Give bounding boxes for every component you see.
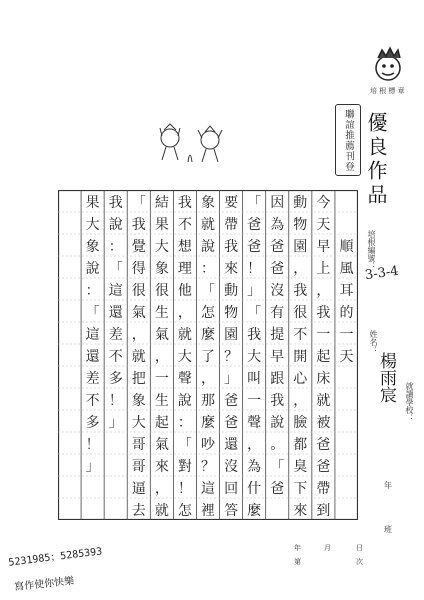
essay-char: ！ bbox=[108, 393, 123, 409]
essay-char: 下 bbox=[293, 481, 308, 497]
essay-char: 大 bbox=[131, 415, 146, 431]
essay-char: 「 bbox=[247, 305, 262, 321]
logo-caption: 培 根 標 章 bbox=[370, 87, 405, 95]
essay-char: 爸 bbox=[247, 217, 262, 233]
phone-numbers: 5231985；5285393 bbox=[7, 546, 103, 569]
grade-label: 年 bbox=[384, 481, 392, 490]
essay-char: 帶 bbox=[224, 217, 239, 233]
essay-char: 氣 bbox=[131, 305, 146, 321]
essay-char: 」 bbox=[247, 283, 262, 299]
essay-char: 他 bbox=[177, 283, 192, 299]
essay-char: 果 bbox=[85, 195, 100, 211]
essay-char: 答 bbox=[224, 503, 239, 519]
essay-char: 我 bbox=[131, 217, 146, 233]
order-times: 次 bbox=[356, 558, 363, 566]
essay-char: 」 bbox=[108, 415, 123, 431]
essay-char: 聲 bbox=[177, 371, 192, 387]
essay-char: 怎 bbox=[201, 305, 215, 321]
essay-char: 氣 bbox=[154, 327, 169, 343]
essay-char: 順 bbox=[339, 239, 354, 255]
essay-char: 象 bbox=[201, 195, 215, 211]
essay-char: 就 bbox=[316, 393, 331, 409]
essay-char: 沒 bbox=[224, 459, 239, 475]
essay-char: 我 bbox=[270, 393, 285, 409]
essay-char: 叫 bbox=[247, 371, 262, 387]
essay-char: 象 bbox=[85, 239, 100, 255]
essay-char: 了 bbox=[201, 349, 215, 365]
essay-char: 一 bbox=[247, 393, 262, 409]
essay-char: 我 bbox=[224, 239, 239, 255]
essay-char: 來 bbox=[224, 261, 239, 277]
essay-char: 「 bbox=[131, 195, 146, 211]
essay-char: 回 bbox=[224, 481, 239, 497]
essay-char: 心 bbox=[293, 371, 308, 387]
date-year: 年 bbox=[294, 544, 301, 552]
essay-char: ， bbox=[316, 283, 331, 299]
essay-char: 要 bbox=[224, 195, 239, 211]
essay-char: ， bbox=[154, 349, 169, 365]
essay-char: 說 bbox=[177, 393, 192, 409]
essay-char: 果 bbox=[154, 217, 169, 233]
essay-char: ！ bbox=[177, 481, 192, 497]
essay-char: 上 bbox=[316, 261, 331, 277]
essay-char: 床 bbox=[316, 371, 331, 387]
essay-char: ， bbox=[154, 481, 169, 497]
essay-char: 天 bbox=[339, 349, 354, 365]
name-block bbox=[368, 330, 379, 354]
essay-char: ， bbox=[177, 305, 192, 321]
school-block bbox=[404, 382, 415, 422]
essay-char: 帶 bbox=[316, 481, 331, 497]
essay-char: 都 bbox=[293, 437, 308, 453]
essay-char: 早 bbox=[316, 239, 331, 255]
essay-char: 覺 bbox=[131, 239, 146, 255]
essay-char: 天 bbox=[316, 217, 331, 233]
essay-char: 就 bbox=[201, 217, 215, 233]
essay-char: 起 bbox=[154, 415, 169, 431]
essay-char: 起 bbox=[316, 349, 331, 365]
essay-char: ！ bbox=[85, 437, 100, 453]
essay-char: 想 bbox=[177, 239, 192, 255]
essay-char: 爸 bbox=[247, 239, 262, 255]
essay-char: 有 bbox=[270, 305, 285, 321]
essay-char: 對 bbox=[177, 459, 192, 475]
essay-char: 就 bbox=[154, 503, 169, 519]
essay-char: 不 bbox=[177, 217, 192, 233]
essay-char: 動 bbox=[224, 283, 239, 299]
essay-char: 耳 bbox=[339, 283, 354, 299]
essay-char: 一 bbox=[339, 327, 354, 343]
essay-char: ， bbox=[293, 393, 308, 409]
essay-char: 物 bbox=[224, 305, 239, 321]
essay-char: 沒 bbox=[270, 283, 285, 299]
name-value: 楊雨宸 bbox=[376, 352, 396, 403]
date-day: 日 bbox=[356, 544, 363, 552]
essay-char: 把 bbox=[131, 371, 146, 387]
essay-char: 得 bbox=[131, 261, 146, 277]
essay-char: 不 bbox=[85, 393, 100, 409]
school-label: 就讀學校： bbox=[405, 382, 414, 422]
essay-char: 爸 bbox=[270, 239, 285, 255]
recommend-stamp bbox=[335, 104, 361, 176]
essay-char: ： bbox=[85, 283, 100, 299]
essay-char: 物 bbox=[293, 217, 308, 233]
essay-char: ？ bbox=[201, 459, 215, 475]
essay-char: 說 bbox=[270, 415, 285, 431]
essay-char: 理 bbox=[177, 261, 192, 277]
essay-char: 來 bbox=[293, 503, 308, 519]
essay-char: 爸 bbox=[270, 481, 285, 497]
essay-char: ： bbox=[108, 239, 123, 255]
essay-char: 就 bbox=[131, 349, 146, 365]
essay-char: 這 bbox=[201, 481, 215, 497]
essay-char: 爸 bbox=[270, 261, 285, 277]
essay-char: 臭 bbox=[293, 459, 308, 475]
essay-char: 差 bbox=[85, 371, 100, 387]
essay-char: 這 bbox=[85, 327, 100, 343]
essay-char: 「 bbox=[108, 261, 123, 277]
essay-char: 很 bbox=[154, 283, 169, 299]
code-value: 3-3-4 bbox=[364, 263, 400, 284]
essay-char: 爸 bbox=[316, 437, 331, 453]
date-month: 月 bbox=[324, 544, 331, 552]
essay-char: 一 bbox=[316, 327, 331, 343]
essay-char: 「 bbox=[201, 283, 215, 299]
essay-char: 說 bbox=[108, 217, 123, 233]
essay-char: 聲 bbox=[247, 415, 262, 431]
essay-char: 就 bbox=[177, 327, 192, 343]
essay-char: 裡 bbox=[201, 503, 215, 519]
essay-char: 大 bbox=[154, 239, 169, 255]
essay-char: 動 bbox=[293, 195, 308, 211]
essay-char: 。 bbox=[270, 437, 285, 453]
essay-char: 哥 bbox=[131, 459, 146, 475]
essay-char: 很 bbox=[131, 283, 146, 299]
essay-char: 那 bbox=[201, 393, 215, 409]
essay-char: 不 bbox=[108, 349, 123, 365]
essay-char: 園 bbox=[293, 239, 308, 255]
essay-char: 被 bbox=[316, 415, 331, 431]
essay-char: 我 bbox=[177, 195, 192, 211]
doodle-icon bbox=[150, 118, 230, 168]
name-label: 姓名： bbox=[369, 330, 378, 354]
essay-char: ？ bbox=[224, 349, 239, 365]
essay-char: 麼 bbox=[247, 503, 262, 519]
essay-char: 大 bbox=[177, 349, 192, 365]
essay-char: 「 bbox=[85, 305, 100, 321]
bacon-mascot-icon bbox=[368, 44, 408, 84]
essay-char: 說 bbox=[85, 261, 100, 277]
essay-char: ： bbox=[201, 261, 215, 277]
essay-char: ， bbox=[293, 261, 308, 277]
essay-char: 「 bbox=[270, 459, 285, 475]
essay-char: 為 bbox=[270, 217, 285, 233]
essay-char: 還 bbox=[85, 349, 100, 365]
essay-char: 「 bbox=[247, 195, 262, 211]
essay-char: 為 bbox=[247, 459, 262, 475]
essay-char: 臉 bbox=[293, 415, 308, 431]
essay-char: 結 bbox=[154, 195, 169, 211]
essay-char: 爸 bbox=[316, 459, 331, 475]
essay-char: 到 bbox=[316, 503, 331, 519]
essay-char: 的 bbox=[339, 305, 354, 321]
side-info bbox=[366, 230, 377, 270]
code-label: 培根編號： bbox=[367, 230, 376, 270]
essay-char: 一 bbox=[154, 371, 169, 387]
essay-char: 什 bbox=[247, 481, 262, 497]
essay-char: 今 bbox=[316, 195, 331, 211]
essay-char: 爸 bbox=[224, 393, 239, 409]
class-label: 班 bbox=[384, 525, 392, 534]
bacon-logo bbox=[368, 44, 408, 84]
essay-char: 氣 bbox=[154, 437, 169, 453]
essay-char: ！ bbox=[247, 261, 262, 277]
essay-char: 大 bbox=[85, 217, 100, 233]
essay-char: 多 bbox=[108, 371, 123, 387]
essay-char: 因 bbox=[270, 195, 285, 211]
essay-char: 還 bbox=[108, 305, 123, 321]
essay-char: 麼 bbox=[201, 415, 215, 431]
essay-char: 我 bbox=[293, 283, 308, 299]
essay-char: 」 bbox=[85, 459, 100, 475]
essay-char: 逼 bbox=[131, 481, 146, 497]
essay-char: 我 bbox=[316, 305, 331, 321]
essay-char: 生 bbox=[154, 305, 169, 321]
stamp-text: 聯誼推薦刊登 bbox=[343, 108, 354, 172]
doodle-drawings bbox=[150, 118, 230, 168]
essay-char: 哥 bbox=[131, 437, 146, 453]
essay-char: 風 bbox=[339, 261, 354, 277]
essay-char: 我 bbox=[247, 327, 262, 343]
essay-char: 差 bbox=[108, 327, 123, 343]
essay-char: 說 bbox=[201, 239, 215, 255]
order-first: 第 bbox=[294, 558, 301, 566]
essay-char: ， bbox=[247, 437, 262, 453]
essay-char: 園 bbox=[224, 327, 239, 343]
essay-char: 這 bbox=[108, 283, 123, 299]
essay-char: 象 bbox=[154, 261, 169, 277]
essay-char: 來 bbox=[154, 459, 169, 475]
essay-char: 大 bbox=[247, 349, 262, 365]
essay-char: 提 bbox=[270, 327, 285, 343]
essay-char: 開 bbox=[293, 349, 308, 365]
essay-char: 很 bbox=[293, 305, 308, 321]
essay-char: 生 bbox=[154, 393, 169, 409]
essay-char: 多 bbox=[85, 415, 100, 431]
essay-char: 吵 bbox=[201, 437, 215, 453]
essay-char: 早 bbox=[270, 349, 285, 365]
award-title: 優良作品 bbox=[364, 112, 388, 208]
essay-char: ， bbox=[201, 371, 215, 387]
essay-char: 「 bbox=[177, 437, 192, 453]
essay-grid bbox=[58, 190, 358, 520]
essay-char: 去 bbox=[131, 503, 146, 519]
slogan: 寫作使你快樂 bbox=[13, 575, 75, 594]
essay-char: 麼 bbox=[201, 327, 215, 343]
essay-char: ： bbox=[177, 415, 192, 431]
essay-char: 不 bbox=[293, 327, 308, 343]
essay-char: 怎 bbox=[177, 503, 192, 519]
essay-char: 象 bbox=[131, 393, 146, 409]
essay-char: 爸 bbox=[224, 415, 239, 431]
essay-char: 還 bbox=[224, 437, 239, 453]
essay-char: ， bbox=[131, 327, 146, 343]
essay-char: 」 bbox=[224, 371, 239, 387]
essay-char: 跟 bbox=[270, 371, 285, 387]
essay-char: 我 bbox=[108, 195, 123, 211]
